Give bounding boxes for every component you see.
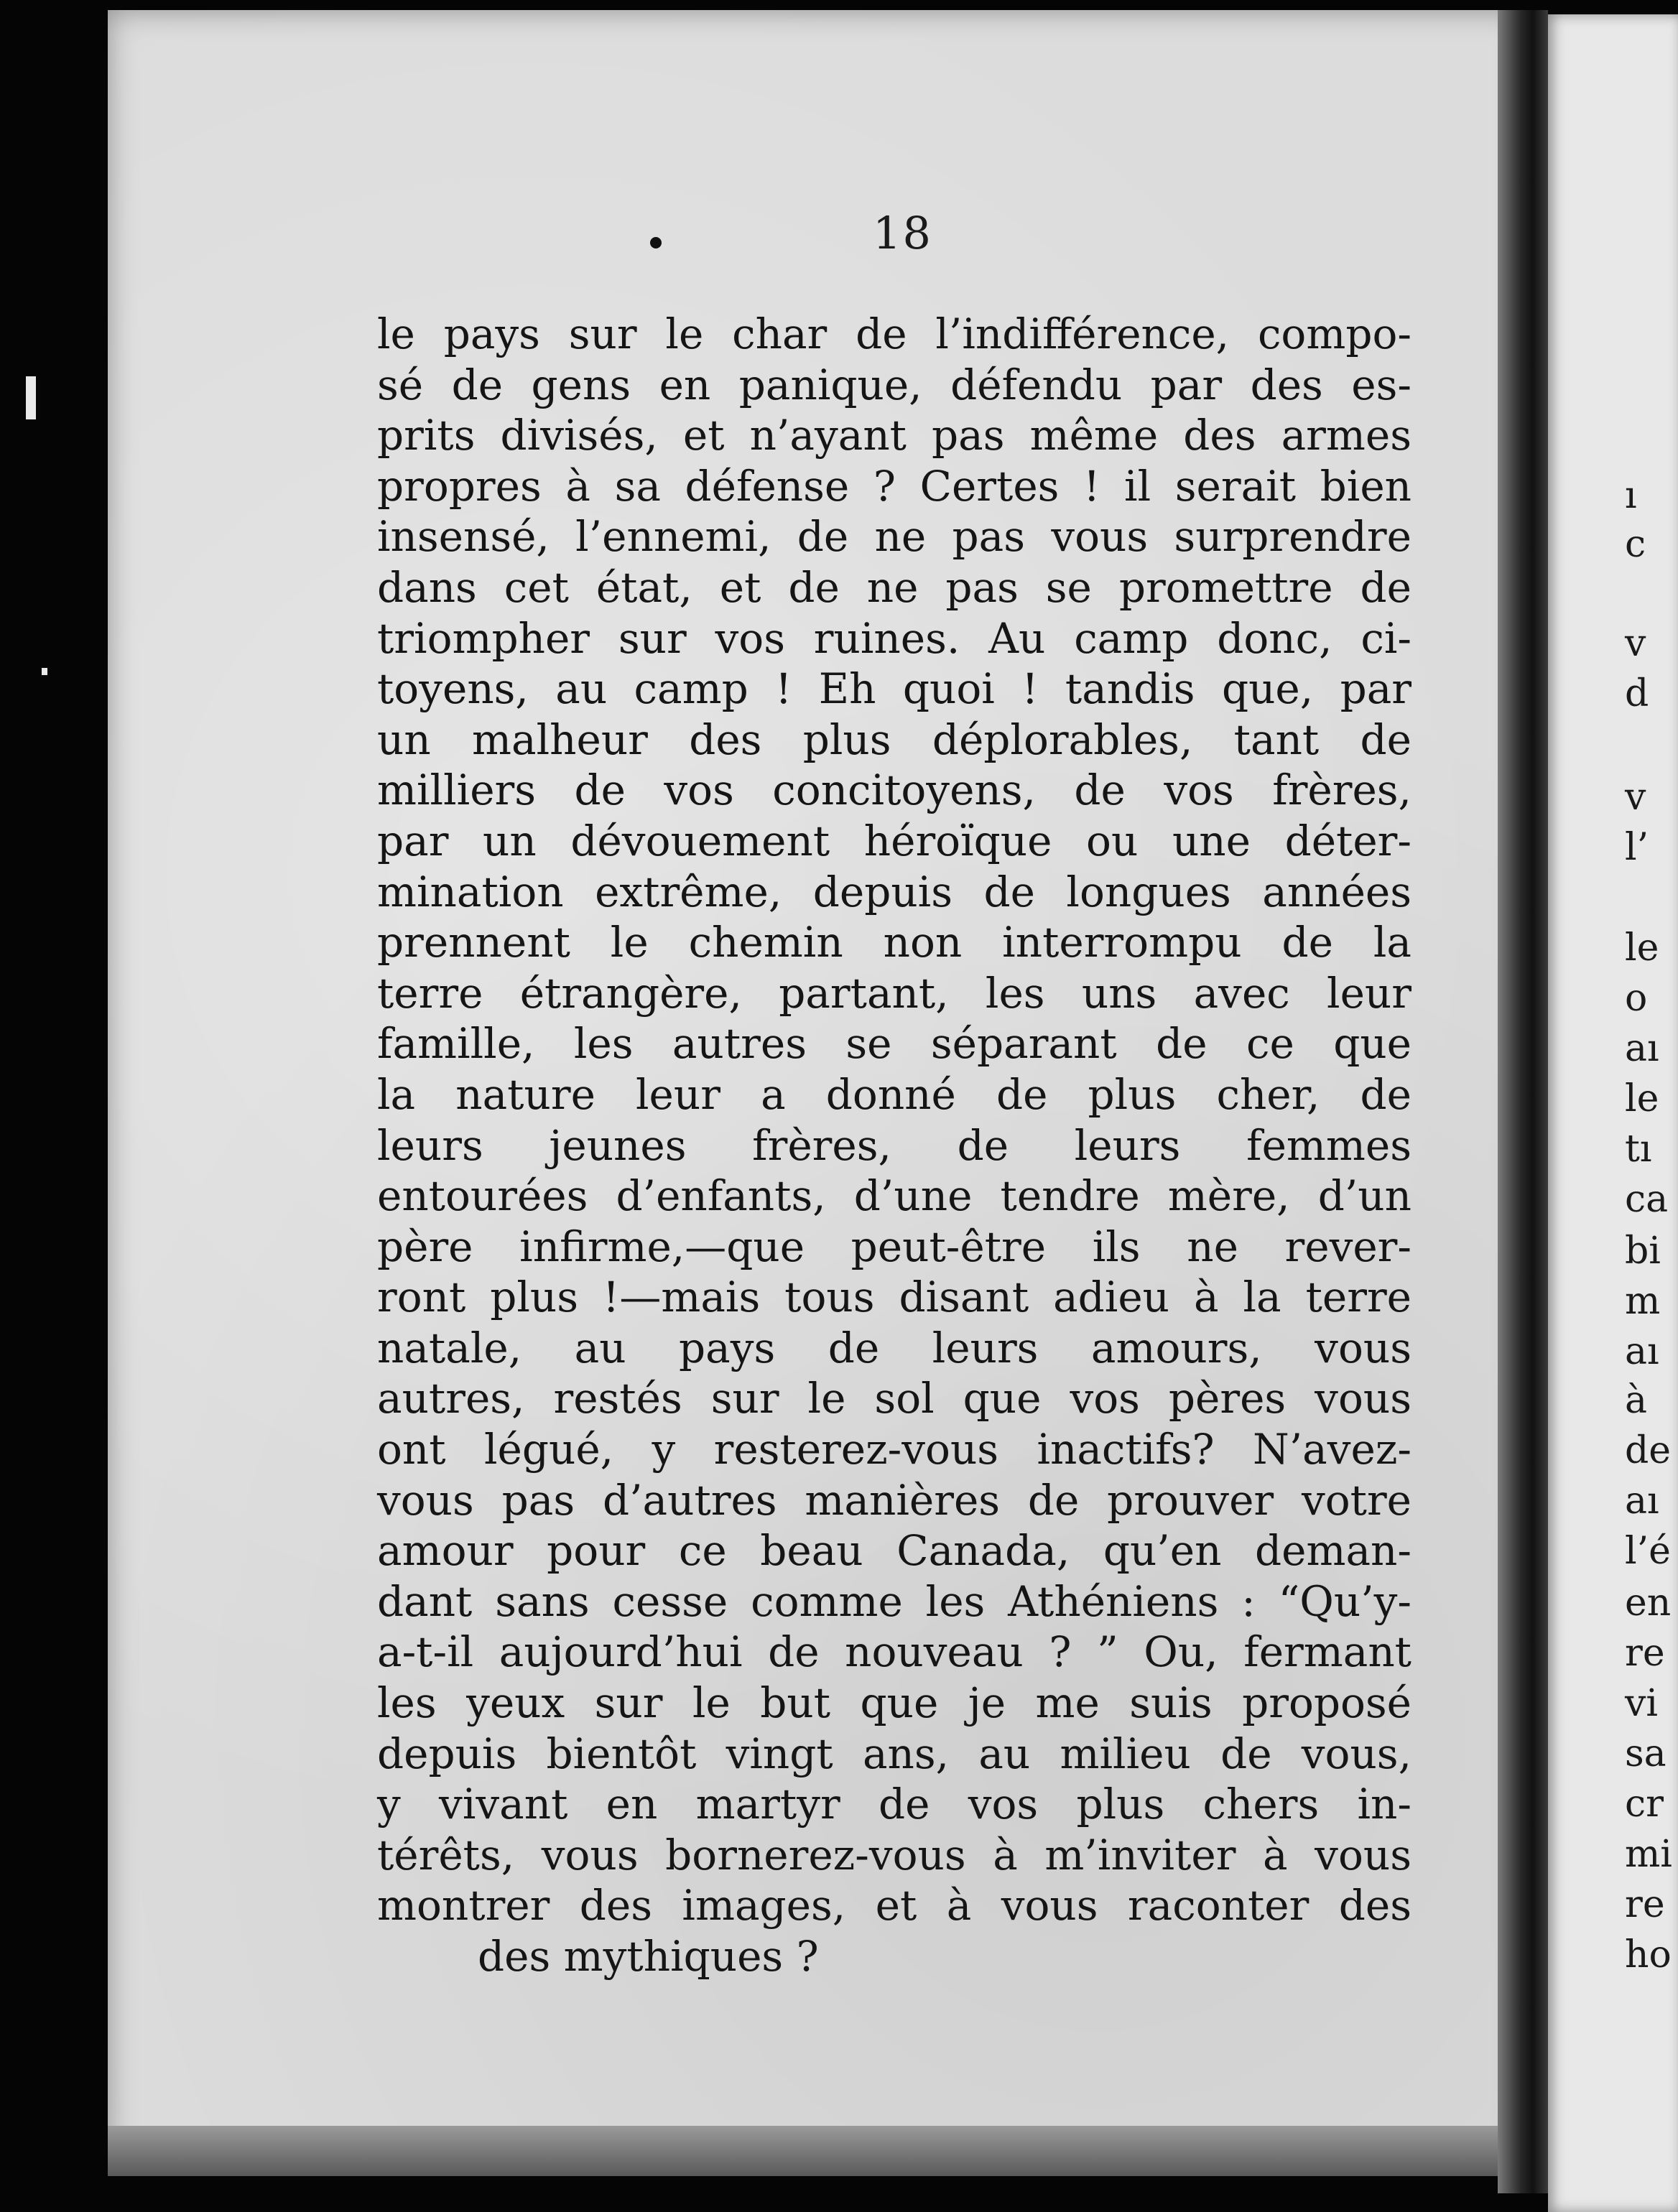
right-page-fragment: aı [1625, 1479, 1659, 1523]
text-line: propres à sa défense ? Certes ! il serait bien [377, 461, 1412, 511]
right-page-fragment: c [1625, 523, 1646, 566]
right-page-fragment: aı [1625, 1027, 1659, 1070]
text-line: le pays sur le char de l’indifférence, compo- [377, 310, 1412, 358]
right-page-fragment: mi [1625, 1833, 1672, 1876]
text-line: natale, au pays de leurs amours, vous [377, 1323, 1412, 1372]
page-bottom-shadow [108, 2126, 1498, 2176]
right-page-fragment: re [1625, 1883, 1665, 1926]
right-page-fragment: cr [1625, 1783, 1664, 1826]
right-page-fragment: d [1625, 672, 1649, 715]
text-line: la nature leur a donné de plus cher, de [377, 1069, 1412, 1119]
margin-speck [26, 376, 36, 419]
text-line: prennent le chemin non interrompu de la [377, 918, 1412, 967]
right-page-fragment: vi [1625, 1682, 1659, 1725]
text-line: des mythiques ? [478, 1932, 819, 1981]
page-gutter [1498, 10, 1548, 2193]
text-line: vous pas d’autres manières de prouver votre [377, 1475, 1412, 1525]
margin-speck [42, 668, 47, 675]
text-line: mination extrême, depuis de longues années [377, 867, 1412, 916]
right-page-fragment: ho [1625, 1933, 1672, 1976]
text-line: autres, restés sur le sol que vos pères vous [377, 1374, 1412, 1423]
right-page-fragment: ı [1625, 474, 1637, 517]
text-line: un malheur des plus déplorables, tant de [377, 715, 1412, 764]
text-line: sé de gens en panique, défendu par des es- [377, 360, 1412, 409]
right-page-fragment: sa [1625, 1732, 1667, 1775]
right-page-fragment: à [1625, 1379, 1648, 1422]
text-line: triompher sur vos ruines. Au camp donc, ci- [377, 613, 1412, 663]
right-page-fragment: l’ [1625, 826, 1649, 869]
right-page-fragment: le [1625, 926, 1659, 970]
text-line: ront plus !—mais tous disant adieu à la terre [377, 1273, 1412, 1322]
text-line: entourées d’enfants, d’une tendre mère, d’un [377, 1171, 1412, 1221]
text-line: terre étrangère, partant, les uns avec leur [377, 968, 1412, 1018]
text-line: amour pour ce beau Canada, qu’en deman- [377, 1526, 1412, 1576]
right-page-fragment: o [1625, 977, 1648, 1020]
page-dot [650, 237, 662, 248]
text-line: ont légué, y resterez-vous inactifs? N’avez- [377, 1425, 1412, 1474]
text-line: térêts, vous bornerez-vous à m’inviter à vous [377, 1830, 1412, 1879]
right-page-fragment: ca [1625, 1178, 1669, 1221]
text-line: père infirme,—que peut-être ils ne rever- [377, 1222, 1412, 1271]
page-number: 18 [873, 207, 932, 259]
text-line: dant sans cesse comme les Athéniens : “Qu’y- [377, 1576, 1412, 1626]
right-page-fragment: aı [1625, 1330, 1659, 1373]
right-page-fragment: en [1625, 1581, 1672, 1625]
right-page-fragment: de [1625, 1429, 1672, 1472]
text-line: insensé, l’ennemi, de ne pas vous surprendre [377, 512, 1412, 562]
right-page-fragment: tı [1625, 1128, 1652, 1171]
text-line: montrer des images, et à vous raconter des [377, 1881, 1412, 1930]
text-line: leurs jeunes frères, de leurs femmes [377, 1120, 1412, 1170]
text-line: les yeux sur le but que je me suis proposé [377, 1678, 1412, 1728]
text-line: par un dévouement héroïque ou une déter- [377, 816, 1412, 865]
right-page-fragment: v [1625, 776, 1646, 819]
right-page-fragment: le [1625, 1077, 1659, 1120]
text-line: milliers de vos concitoyens, de vos frères, [377, 766, 1412, 815]
text-line: y vivant en martyr de vos plus chers in- [377, 1780, 1412, 1829]
body-text [377, 309, 1412, 1982]
text-line: dans cet état, et de ne pas se promettre de [377, 562, 1412, 612]
text-line: famille, les autres se séparant de ce que [377, 1019, 1412, 1069]
right-page-fragment: re [1625, 1632, 1665, 1675]
right-page-fragment: v [1625, 622, 1646, 665]
right-page-fragment: bi [1625, 1230, 1661, 1273]
right-page-fragment: m [1625, 1280, 1661, 1323]
right-page-fragment: l’é [1625, 1530, 1671, 1573]
text-line: toyens, au camp ! Eh quoi ! tandis que, par [377, 664, 1412, 714]
text-line: depuis bientôt vingt ans, au milieu de vous, [377, 1729, 1412, 1778]
text-line: a-t-il aujourd’hui de nouveau ? ” Ou, fermant [377, 1627, 1412, 1677]
text-line: prits divisés, et n’ayant pas même des armes [377, 411, 1412, 460]
